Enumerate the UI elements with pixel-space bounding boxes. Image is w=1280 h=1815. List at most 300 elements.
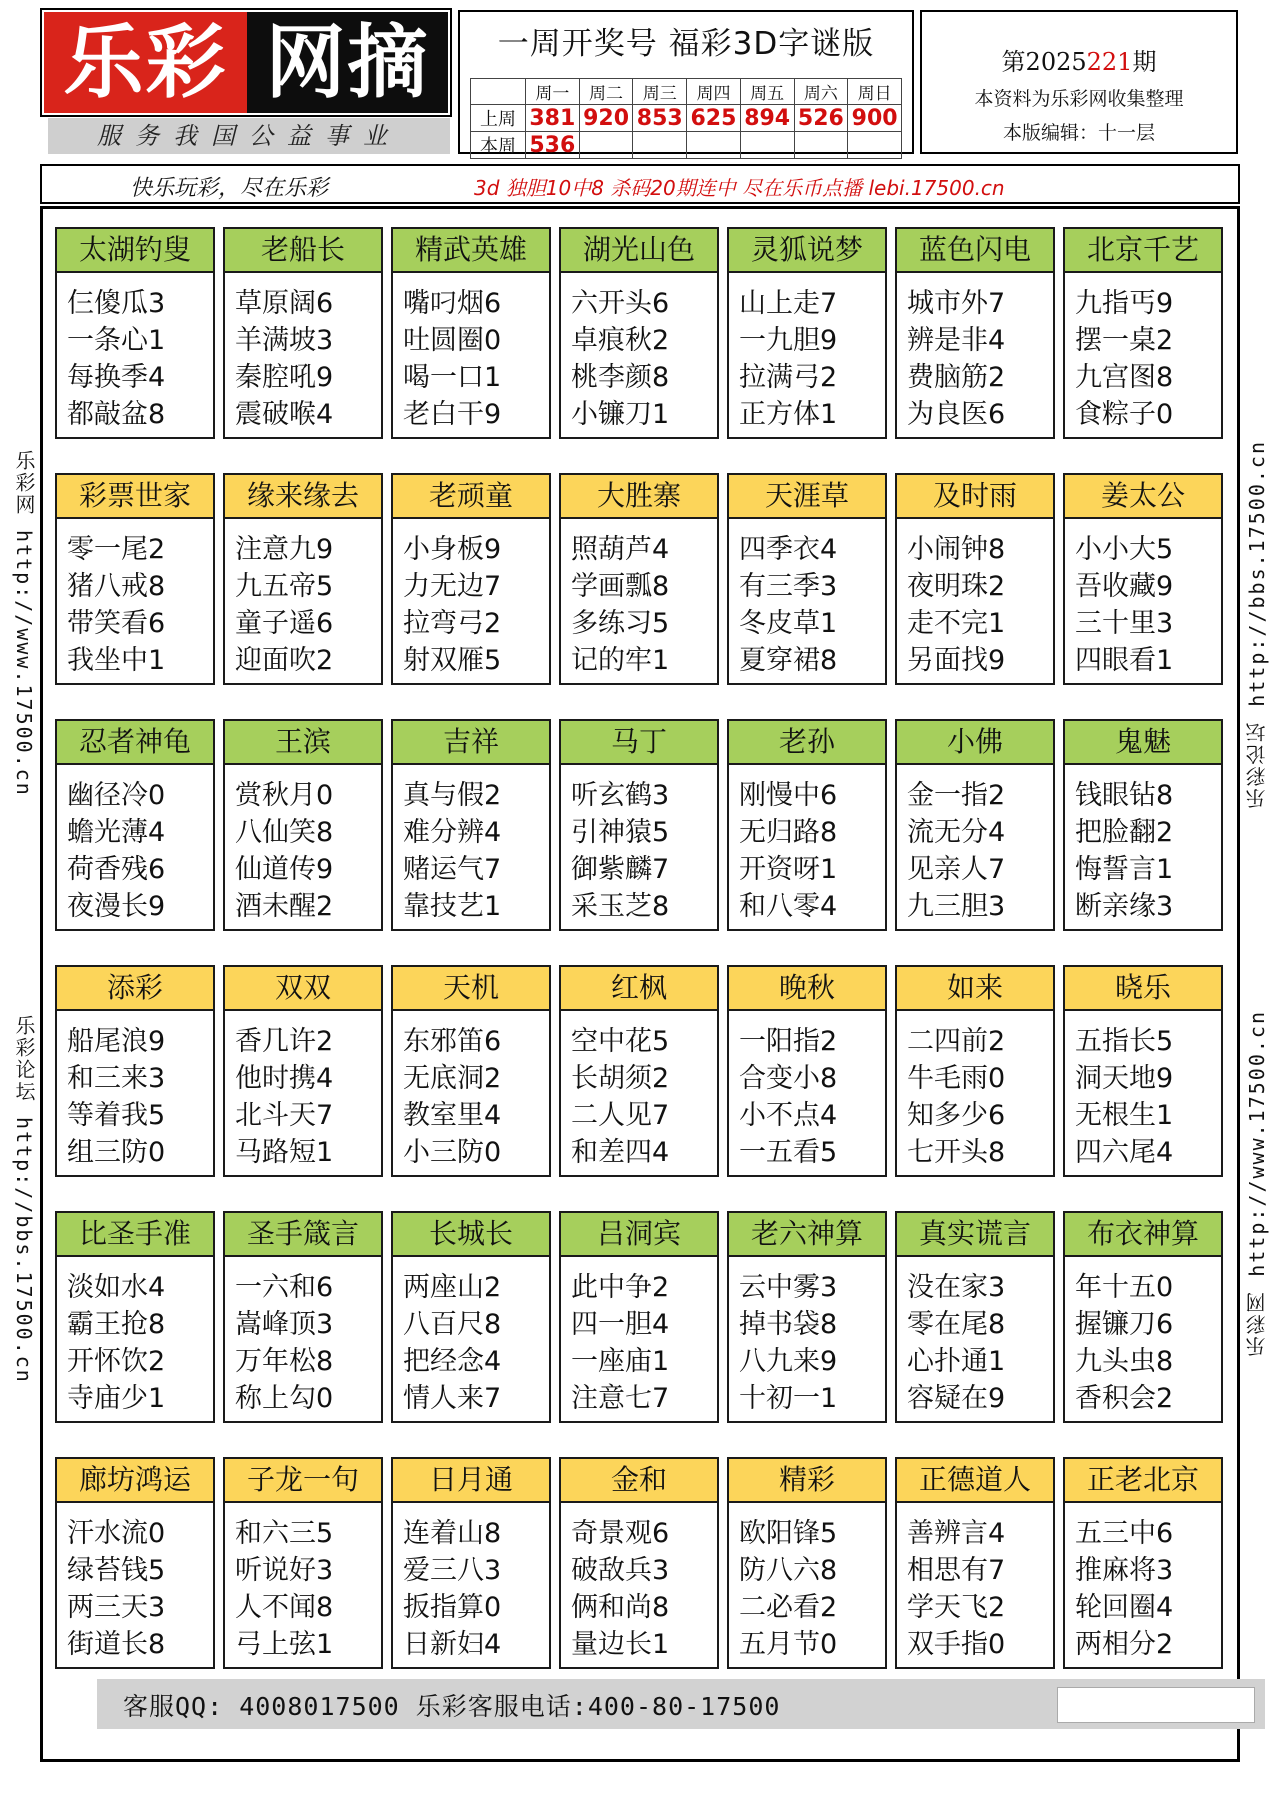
riddle-author: 晚秋 — [729, 967, 885, 1011]
riddle-line: 听说好3 — [235, 1555, 334, 1586]
riddle-line: 一五看5 — [739, 1137, 838, 1168]
riddle-lines — [403, 1023, 543, 1171]
riddle-lines — [403, 1269, 543, 1417]
riddle-cell — [391, 473, 551, 685]
draw-number — [740, 132, 794, 159]
riddle-author: 吕洞宾 — [561, 1213, 717, 1257]
riddle-cell — [727, 1211, 887, 1423]
riddle-line: 无根生1 — [1075, 1100, 1174, 1131]
riddle-lines — [571, 1515, 711, 1663]
riddle-line: 东邪笛6 — [403, 1026, 502, 1057]
riddle-author: 真实谎言 — [897, 1213, 1053, 1257]
riddle-cell — [727, 227, 887, 439]
riddle-cell — [55, 1457, 215, 1669]
riddle-line: 带笑看6 — [67, 608, 166, 639]
riddle-cell — [559, 1211, 719, 1423]
riddle-author: 及时雨 — [897, 475, 1053, 519]
riddle-cell — [391, 719, 551, 931]
riddle-lines — [907, 1515, 1047, 1663]
riddle-line: 和八零4 — [739, 891, 838, 922]
riddle-cell — [391, 965, 551, 1177]
riddle-line: 小镰刀1 — [571, 399, 670, 430]
riddle-lines — [1075, 1515, 1215, 1663]
riddle-line: 拉满弓2 — [739, 362, 838, 393]
riddle-line: 七开头8 — [907, 1137, 1006, 1168]
riddle-lines — [67, 285, 207, 433]
riddle-cell — [559, 965, 719, 1177]
draw-number: 920 — [579, 105, 633, 132]
riddle-line: 年十五0 — [1075, 1272, 1174, 1303]
riddle-cell — [727, 719, 887, 931]
riddle-line: 长胡须2 — [571, 1063, 670, 1094]
riddle-line: 洞天地9 — [1075, 1063, 1174, 1094]
riddle-line: 教室里4 — [403, 1100, 502, 1131]
riddle-author: 姜太公 — [1065, 475, 1221, 519]
draw-table — [470, 78, 902, 159]
riddle-author: 大胜寨 — [561, 475, 717, 519]
riddle-line: 空中花5 — [571, 1026, 670, 1057]
riddle-cell — [55, 473, 215, 685]
riddle-line: 云中雾3 — [739, 1272, 838, 1303]
riddle-line: 他时携4 — [235, 1063, 334, 1094]
riddle-lines — [67, 531, 207, 679]
riddle-line: 合变小8 — [739, 1063, 838, 1094]
footer-bar — [97, 1679, 1265, 1729]
draw-number: 381 — [526, 105, 580, 132]
riddle-lines — [571, 1269, 711, 1417]
riddle-line: 零一尾2 — [67, 534, 166, 565]
riddle-line: 掉书袋8 — [739, 1309, 838, 1340]
riddle-line: 射双雁5 — [403, 645, 502, 676]
riddle-author: 红枫 — [561, 967, 717, 1011]
issue-id: 221 — [1086, 48, 1133, 76]
day-header: 周四 — [687, 79, 741, 105]
riddle-author: 老船长 — [225, 229, 381, 273]
side-text-left-top[interactable]: 乐彩网 http://www.17500.cn — [12, 450, 36, 797]
ad-bar — [40, 164, 1240, 204]
riddle-line: 没在家3 — [907, 1272, 1006, 1303]
riddle-line: 力无边7 — [403, 571, 502, 602]
riddle-line: 和三来3 — [67, 1063, 166, 1094]
riddle-line: 我坐中1 — [67, 645, 166, 676]
riddle-line: 猪八戒8 — [67, 571, 166, 602]
riddle-line: 费脑筋2 — [907, 362, 1006, 393]
riddle-lines — [571, 777, 711, 925]
riddle-cell — [223, 719, 383, 931]
issue-panel — [920, 10, 1238, 154]
riddle-line: 相思有7 — [907, 1555, 1006, 1586]
riddle-line: 等着我5 — [67, 1100, 166, 1131]
riddle-line: 八仙笑8 — [235, 817, 334, 848]
riddle-cell — [727, 1457, 887, 1669]
weekly-title: 一周开奖号 福彩3D字谜版 — [497, 26, 875, 62]
riddle-lines — [67, 1269, 207, 1417]
riddle-line: 吾收藏9 — [1075, 571, 1174, 602]
riddle-line: 真与假2 — [403, 780, 502, 811]
riddle-author: 马丁 — [561, 721, 717, 765]
riddle-lines — [67, 777, 207, 925]
riddle-line: 引神猿5 — [571, 817, 670, 848]
riddle-line: 荷香残6 — [67, 854, 166, 885]
riddle-author: 精彩 — [729, 1459, 885, 1503]
riddle-line: 推麻将3 — [1075, 1555, 1174, 1586]
footer-blank-box — [1057, 1687, 1255, 1723]
riddle-cell — [559, 1457, 719, 1669]
riddle-line: 为良医6 — [907, 399, 1006, 430]
riddle-lines — [403, 1515, 543, 1663]
issue-prefix: 第2025 — [1001, 48, 1087, 76]
riddle-author: 老孙 — [729, 721, 885, 765]
riddle-author: 天涯草 — [729, 475, 885, 519]
riddle-line: 八九来9 — [739, 1346, 838, 1377]
issue-suffix: 期 — [1132, 48, 1157, 76]
riddle-line: 流无分4 — [907, 817, 1006, 848]
riddle-line: 正方体1 — [739, 399, 838, 430]
riddle-line: 街道长8 — [67, 1629, 166, 1660]
riddle-lines — [571, 1023, 711, 1171]
side-text-left-bottom[interactable]: 乐彩论坛 http://bbs.17500.cn — [12, 1015, 36, 1384]
riddle-line: 小三防0 — [403, 1137, 502, 1168]
riddle-cell — [55, 1211, 215, 1423]
draw-number — [579, 132, 633, 159]
riddle-grid-frame — [40, 206, 1240, 1762]
riddle-line: 此中争2 — [571, 1272, 670, 1303]
riddle-author: 小佛 — [897, 721, 1053, 765]
riddle-line: 夜明珠2 — [907, 571, 1006, 602]
riddle-author: 蓝色闪电 — [897, 229, 1053, 273]
riddle-cell — [895, 473, 1055, 685]
riddle-line: 蟾光薄4 — [67, 817, 166, 848]
riddle-line: 六开头6 — [571, 288, 670, 319]
riddle-lines — [1075, 285, 1215, 433]
riddle-author: 晓乐 — [1065, 967, 1221, 1011]
riddle-line: 善辨言4 — [907, 1518, 1006, 1549]
riddle-lines — [403, 777, 543, 925]
riddle-author: 王滨 — [225, 721, 381, 765]
riddle-line: 吐圆圈0 — [403, 325, 502, 356]
last-week-row — [471, 105, 902, 132]
riddle-line: 九头虫8 — [1075, 1346, 1174, 1377]
riddle-line: 夏穿裙8 — [739, 645, 838, 676]
riddle-lines — [403, 285, 543, 433]
this-week-row — [471, 132, 902, 159]
riddle-line: 人不闻8 — [235, 1592, 334, 1623]
riddle-line: 十初一1 — [739, 1383, 838, 1414]
riddle-line: 香几许2 — [235, 1026, 334, 1057]
riddle-line: 御紫麟7 — [571, 854, 670, 885]
riddle-lines — [403, 531, 543, 679]
riddle-lines — [1075, 777, 1215, 925]
riddle-line: 马路短1 — [235, 1137, 334, 1168]
riddle-line: 寺庙少1 — [67, 1383, 166, 1414]
riddle-line: 都敲盆8 — [67, 399, 166, 430]
riddle-line: 注意七7 — [571, 1383, 670, 1414]
riddle-line: 爱三八3 — [403, 1555, 502, 1586]
ad-slogan: 快乐玩彩，尽在乐彩 — [130, 176, 329, 201]
riddle-lines — [235, 1023, 375, 1171]
riddle-cell — [895, 1457, 1055, 1669]
draw-days-row — [471, 79, 902, 105]
riddle-line: 破敌兵3 — [571, 1555, 670, 1586]
riddle-cell — [391, 1457, 551, 1669]
riddle-line: 二四前2 — [907, 1026, 1006, 1057]
riddle-cell — [1063, 227, 1223, 439]
riddle-lines — [739, 531, 879, 679]
riddle-line: 老白干9 — [403, 399, 502, 430]
riddle-line: 组三防0 — [67, 1137, 166, 1168]
riddle-line: 握镰刀6 — [1075, 1309, 1174, 1340]
riddle-author: 布衣神算 — [1065, 1213, 1221, 1257]
riddle-line: 迎面吹2 — [235, 645, 334, 676]
riddle-lines — [739, 1023, 879, 1171]
riddle-lines — [67, 1515, 207, 1663]
day-header: 周二 — [579, 79, 633, 105]
riddle-line: 有三季3 — [739, 571, 838, 602]
riddle-cell — [559, 227, 719, 439]
draw-number: 526 — [794, 105, 848, 132]
riddle-author: 北京千艺 — [1065, 229, 1221, 273]
riddle-lines — [907, 531, 1047, 679]
riddle-line: 两相分2 — [1075, 1629, 1174, 1660]
riddle-line: 辨是非4 — [907, 325, 1006, 356]
riddle-line: 震破喉4 — [235, 399, 334, 430]
riddle-author: 金和 — [561, 1459, 717, 1503]
riddle-lines — [907, 1023, 1047, 1171]
riddle-line: 一六和6 — [235, 1272, 334, 1303]
riddle-line: 日新妇4 — [403, 1629, 502, 1660]
riddle-line: 听玄鹤3 — [571, 780, 670, 811]
riddle-line: 五指长5 — [1075, 1026, 1174, 1057]
riddle-line: 二必看2 — [739, 1592, 838, 1623]
riddle-line: 九指丐9 — [1075, 288, 1174, 319]
riddle-author: 正德道人 — [897, 1459, 1053, 1503]
riddle-cell — [895, 719, 1055, 931]
riddle-line: 见亲人7 — [907, 854, 1006, 885]
riddle-author: 精武英雄 — [393, 229, 549, 273]
riddle-cell — [55, 719, 215, 931]
riddle-cell — [1063, 473, 1223, 685]
riddle-line: 淡如水4 — [67, 1272, 166, 1303]
draw-number: 894 — [740, 105, 794, 132]
riddle-line: 牛毛雨0 — [907, 1063, 1006, 1094]
riddle-line: 无归路8 — [739, 817, 838, 848]
riddle-cell — [1063, 965, 1223, 1177]
riddle-line: 仨傻瓜3 — [67, 288, 166, 319]
riddle-line: 五三中6 — [1075, 1518, 1174, 1549]
riddle-line: 难分辨4 — [403, 817, 502, 848]
riddle-line: 两座山2 — [403, 1272, 502, 1303]
slogan: 服务我国公益事业 — [48, 118, 450, 154]
riddle-line: 羊满坡3 — [235, 325, 334, 356]
riddle-author: 湖光山色 — [561, 229, 717, 273]
draw-number: 853 — [633, 105, 687, 132]
logo-text-lecai: 乐彩 — [63, 16, 228, 109]
riddle-line: 照葫芦4 — [571, 534, 670, 565]
riddle-lines — [235, 285, 375, 433]
riddle-lines — [235, 531, 375, 679]
day-header: 周日 — [848, 79, 902, 105]
riddle-line: 悔誓言1 — [1075, 854, 1174, 885]
riddle-line: 奇景观6 — [571, 1518, 670, 1549]
editor-note: 本版编辑：十一层 — [1002, 122, 1155, 144]
riddle-author: 鬼魅 — [1065, 721, 1221, 765]
riddle-line: 拉弯弓2 — [403, 608, 502, 639]
riddle-line: 八百尺8 — [403, 1309, 502, 1340]
riddle-author: 日月通 — [393, 1459, 549, 1503]
riddle-line: 赌运气7 — [403, 854, 502, 885]
riddle-line: 两三天3 — [67, 1592, 166, 1623]
side-text-right-bottom[interactable]: 乐彩网 http://www.17500.cn — [1245, 1010, 1269, 1357]
riddle-cell — [1063, 1211, 1223, 1423]
riddle-author: 老顽童 — [393, 475, 549, 519]
riddle-line: 夜漫长9 — [67, 891, 166, 922]
draw-number: 536 — [526, 132, 580, 159]
riddle-lines — [907, 1269, 1047, 1417]
riddle-line: 和差四4 — [571, 1137, 670, 1168]
riddle-lines — [739, 1515, 879, 1663]
riddle-cell — [1063, 1457, 1223, 1669]
riddle-line: 容疑在9 — [907, 1383, 1006, 1414]
riddle-cell — [559, 719, 719, 931]
day-header: 周五 — [740, 79, 794, 105]
riddle-cell — [391, 227, 551, 439]
riddle-line: 连着山8 — [403, 1518, 502, 1549]
riddle-author: 长城长 — [393, 1213, 549, 1257]
riddle-cell — [223, 1211, 383, 1423]
riddle-line: 知多少6 — [907, 1100, 1006, 1131]
day-header: 周六 — [794, 79, 848, 105]
riddle-line: 香积会2 — [1075, 1383, 1174, 1414]
riddle-author: 廊坊鸿运 — [57, 1459, 213, 1503]
riddle-line: 霸王抢8 — [67, 1309, 166, 1340]
riddle-line: 小小大5 — [1075, 534, 1174, 565]
riddle-lines — [1075, 1269, 1215, 1417]
riddle-line: 秦腔吼9 — [235, 362, 334, 393]
riddle-line: 四眼看1 — [1075, 645, 1174, 676]
riddle-lines — [739, 285, 879, 433]
riddle-line: 刚慢中6 — [739, 780, 838, 811]
riddle-lines — [907, 285, 1047, 433]
riddle-line: 一条心1 — [67, 325, 166, 356]
riddle-line: 一阳指2 — [739, 1026, 838, 1057]
riddle-cell — [727, 473, 887, 685]
riddle-line: 童子遥6 — [235, 608, 334, 639]
riddle-author: 灵狐说梦 — [729, 229, 885, 273]
riddle-line: 桃李颜8 — [571, 362, 670, 393]
riddle-line: 记的牢1 — [571, 645, 670, 676]
weekly-draw-panel — [458, 10, 914, 158]
riddle-cell — [223, 227, 383, 439]
riddle-line: 注意九9 — [235, 534, 334, 565]
riddle-lines — [1075, 1023, 1215, 1171]
side-text-right-top[interactable]: 乐彩论坛 http://bbs.17500.cn — [1245, 440, 1269, 809]
riddle-lines — [739, 777, 879, 925]
riddle-author: 添彩 — [57, 967, 213, 1011]
riddle-line: 弓上弦1 — [235, 1629, 334, 1660]
riddle-author: 彩票世家 — [57, 475, 213, 519]
riddle-cell — [223, 965, 383, 1177]
riddle-cell — [223, 473, 383, 685]
riddle-line: 三十里3 — [1075, 608, 1174, 639]
riddle-line: 九五帝5 — [235, 571, 334, 602]
riddle-line: 走不完1 — [907, 608, 1006, 639]
riddle-author: 吉祥 — [393, 721, 549, 765]
riddle-line: 四六尾4 — [1075, 1137, 1174, 1168]
draw-number — [687, 132, 741, 159]
riddle-line: 开怀饮2 — [67, 1346, 166, 1377]
riddle-lines — [67, 1023, 207, 1171]
riddle-line: 山上走7 — [739, 288, 838, 319]
riddle-lines — [235, 1515, 375, 1663]
riddle-line: 多练习5 — [571, 608, 670, 639]
riddle-cell — [895, 1211, 1055, 1423]
riddle-lines — [571, 531, 711, 679]
riddle-lines — [571, 285, 711, 433]
draw-number — [633, 132, 687, 159]
riddle-line: 金一指2 — [907, 780, 1006, 811]
riddle-line: 欧阳锋5 — [739, 1518, 838, 1549]
riddle-cell — [391, 1211, 551, 1423]
riddle-line: 无底洞2 — [403, 1063, 502, 1094]
riddle-line: 另面找9 — [907, 645, 1006, 676]
riddle-line: 九三胆3 — [907, 891, 1006, 922]
riddle-line: 北斗天7 — [235, 1100, 334, 1131]
riddle-cell — [55, 227, 215, 439]
riddle-line: 城市外7 — [907, 288, 1006, 319]
riddle-line: 摆一桌2 — [1075, 325, 1174, 356]
riddle-line: 轮回圈4 — [1075, 1592, 1174, 1623]
riddle-cell — [895, 965, 1055, 1177]
riddle-author: 双双 — [225, 967, 381, 1011]
riddle-line: 称上勾0 — [235, 1383, 334, 1414]
riddle-line: 心扑通1 — [907, 1346, 1006, 1377]
riddle-author: 老六神算 — [729, 1213, 885, 1257]
riddle-line: 船尾浪9 — [67, 1026, 166, 1057]
riddle-line: 防八六8 — [739, 1555, 838, 1586]
this-week-label: 本周 — [471, 132, 526, 159]
riddle-cell — [727, 965, 887, 1177]
riddle-line: 冬皮草1 — [739, 608, 838, 639]
ad-promo-link[interactable]: 3d 独胆10中8 杀码20期连中 尽在乐币点播 lebi.17500.cn — [474, 176, 1005, 200]
riddle-cell — [55, 965, 215, 1177]
riddle-line: 绿苔钱5 — [67, 1555, 166, 1586]
riddle-line: 小不点4 — [739, 1100, 838, 1131]
riddle-line: 四一胆4 — [571, 1309, 670, 1340]
riddle-line: 量边长1 — [571, 1629, 670, 1660]
riddle-cell — [559, 473, 719, 685]
riddle-line: 采玉芝8 — [571, 891, 670, 922]
riddle-line: 九宫图8 — [1075, 362, 1174, 393]
riddle-cell — [223, 1457, 383, 1669]
riddle-line: 仙道传9 — [235, 854, 334, 885]
riddle-line: 和六三5 — [235, 1518, 334, 1549]
riddle-line: 钱眼钻8 — [1075, 780, 1174, 811]
riddle-line: 嘴叼烟6 — [403, 288, 502, 319]
last-week-label: 上周 — [471, 105, 526, 132]
riddle-lines — [1075, 531, 1215, 679]
riddle-line: 一座庙1 — [571, 1346, 670, 1377]
riddle-line: 小闹钟8 — [907, 534, 1006, 565]
riddle-author: 天机 — [393, 967, 549, 1011]
riddle-line: 食粽子0 — [1075, 399, 1174, 430]
riddle-line: 扳指算0 — [403, 1592, 502, 1623]
draw-number — [794, 132, 848, 159]
riddle-lines — [235, 1269, 375, 1417]
riddle-lines — [739, 1269, 879, 1417]
riddle-author: 缘来缘去 — [225, 475, 381, 519]
riddle-line: 嵩峰顶3 — [235, 1309, 334, 1340]
draw-number — [848, 132, 902, 159]
